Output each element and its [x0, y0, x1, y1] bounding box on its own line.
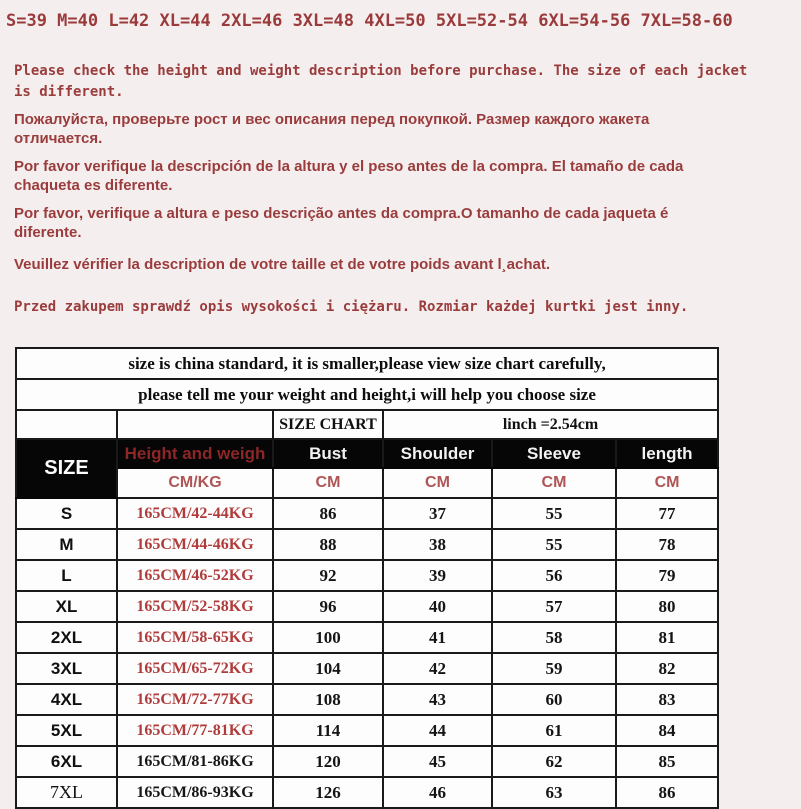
- empty-cell: [16, 410, 117, 439]
- column-header-row: [16, 439, 718, 468]
- banner-row-2: [16, 379, 718, 410]
- size-label: 5XL: [16, 715, 117, 746]
- table-row-2xl: [16, 622, 718, 653]
- table-row-3xl: [16, 653, 718, 684]
- unit-shoulder: CM: [383, 468, 492, 498]
- column-header-length: length: [616, 439, 718, 468]
- table-row-m: [16, 529, 718, 560]
- chart-title-row: [16, 410, 718, 439]
- size-label: 6XL: [16, 746, 117, 777]
- sleeve-value: 61: [492, 715, 616, 746]
- height-weight-value: 165CM/72-77KG: [117, 684, 273, 715]
- height-weight-value: 165CM/46-52KG: [117, 560, 273, 591]
- length-value: 77: [616, 498, 718, 529]
- shoulder-value: 44: [383, 715, 492, 746]
- bust-value: 92: [273, 560, 383, 591]
- unit-bust: CM: [273, 468, 383, 498]
- sleeve-value: 55: [492, 529, 616, 560]
- length-value: 82: [616, 653, 718, 684]
- table-row-6xl: [16, 746, 718, 777]
- unit-sleeve: CM: [492, 468, 616, 498]
- banner-row-1: [16, 348, 718, 379]
- shoulder-value: 37: [383, 498, 492, 529]
- column-header-bust: Bust: [273, 439, 383, 468]
- sleeve-value: 57: [492, 591, 616, 622]
- length-value: 80: [616, 591, 718, 622]
- sleeve-value: 56: [492, 560, 616, 591]
- table-row-l: [16, 560, 718, 591]
- column-header-shoulder: Shoulder: [383, 439, 492, 468]
- size-label: 7XL: [16, 777, 117, 808]
- shoulder-value: 38: [383, 529, 492, 560]
- length-value: 81: [616, 622, 718, 653]
- table-row-5xl: [16, 715, 718, 746]
- column-header-size: SIZE: [16, 439, 117, 498]
- height-weight-value: 165CM/86-93KG: [117, 777, 273, 808]
- table-row-7xl: [16, 777, 718, 808]
- notice-polish: Przed zakupem sprawdź opis wysokości i ciężaru. Rozmiar każdej kurtki jest inny.: [14, 299, 689, 315]
- size-label: XL: [16, 591, 117, 622]
- banner-line-1: size is china standard, it is smaller,please view size chart carefully,: [16, 348, 718, 379]
- size-label: 4XL: [16, 684, 117, 715]
- size-table: [15, 347, 719, 809]
- bust-value: 100: [273, 622, 383, 653]
- size-label: S: [16, 498, 117, 529]
- size-label: M: [16, 529, 117, 560]
- inch-conversion-note: linch =2.54cm: [383, 410, 718, 439]
- bust-value: 86: [273, 498, 383, 529]
- column-header-height-weight: Height and weigh: [117, 439, 273, 468]
- banner-line-2: please tell me your weight and height,i will help you choose size: [16, 379, 718, 410]
- shoulder-value: 41: [383, 622, 492, 653]
- table-row-4xl: [16, 684, 718, 715]
- bust-value: 120: [273, 746, 383, 777]
- empty-cell: [117, 410, 273, 439]
- sleeve-value: 55: [492, 498, 616, 529]
- height-weight-value: 165CM/65-72KG: [117, 653, 273, 684]
- bust-value: 108: [273, 684, 383, 715]
- sleeve-value: 62: [492, 746, 616, 777]
- shoulder-value: 45: [383, 746, 492, 777]
- shoulder-value: 43: [383, 684, 492, 715]
- unit-length: CM: [616, 468, 718, 498]
- height-weight-value: 165CM/77-81KG: [117, 715, 273, 746]
- column-header-sleeve: Sleeve: [492, 439, 616, 468]
- notice-russian: Пожалуйста, проверьте рост и вес описания перед покупкой. Размер каждого жакета отличается.: [14, 111, 650, 147]
- height-weight-value: 165CM/42-44KG: [117, 498, 273, 529]
- notice-french: Veuillez vérifier la description de votre taille et de votre poids avant l¸achat.: [14, 256, 551, 273]
- length-value: 86: [616, 777, 718, 808]
- size-label: L: [16, 560, 117, 591]
- length-value: 79: [616, 560, 718, 591]
- length-value: 83: [616, 684, 718, 715]
- sleeve-value: 58: [492, 622, 616, 653]
- size-label: 3XL: [16, 653, 117, 684]
- unit-height-weight: CM/KG: [117, 468, 273, 498]
- length-value: 84: [616, 715, 718, 746]
- size-label: 2XL: [16, 622, 117, 653]
- shoulder-value: 42: [383, 653, 492, 684]
- notice-english: Please check the height and weight description before purchase. The size of each jacket is different.: [14, 63, 748, 100]
- notice-portuguese: Por favor, verifique a altura e peso descrição antes da compra.O tamanho de cada jaqueta é diferente.: [14, 205, 669, 241]
- notice-spanish: Por favor verifique la descripción de la altura y el peso antes de la compra. El tamaño de cada chaqueta es diferente.: [14, 158, 684, 194]
- height-weight-value: 165CM/81-86KG: [117, 746, 273, 777]
- length-value: 78: [616, 529, 718, 560]
- sleeve-value: 60: [492, 684, 616, 715]
- size-conversion-line: S=39 M=40 L=42 XL=44 2XL=46 3XL=48 4XL=50 5XL=52-54 6XL=54-56 7XL=58-60: [6, 11, 733, 31]
- sleeve-value: 63: [492, 777, 616, 808]
- shoulder-value: 39: [383, 560, 492, 591]
- size-chart-label: SIZE CHART: [273, 410, 383, 439]
- bust-value: 126: [273, 777, 383, 808]
- bust-value: 114: [273, 715, 383, 746]
- bust-value: 96: [273, 591, 383, 622]
- bust-value: 88: [273, 529, 383, 560]
- shoulder-value: 40: [383, 591, 492, 622]
- table-row-s: [16, 498, 718, 529]
- length-value: 85: [616, 746, 718, 777]
- bust-value: 104: [273, 653, 383, 684]
- height-weight-value: 165CM/52-58KG: [117, 591, 273, 622]
- height-weight-value: 165CM/58-65KG: [117, 622, 273, 653]
- height-weight-value: 165CM/44-46KG: [117, 529, 273, 560]
- sleeve-value: 59: [492, 653, 616, 684]
- unit-row: [16, 468, 718, 498]
- shoulder-value: 46: [383, 777, 492, 808]
- table-row-xl: [16, 591, 718, 622]
